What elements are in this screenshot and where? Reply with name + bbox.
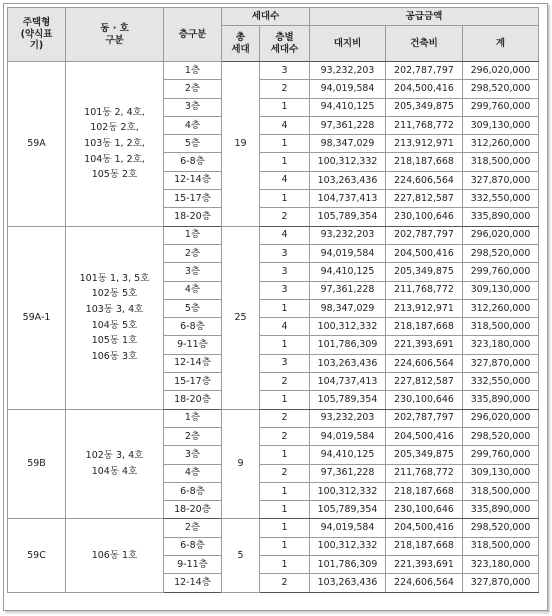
total-price-cell: 298,520,000 (463, 80, 539, 98)
header-total-price: 계 (463, 26, 539, 62)
building-price-cell: 218,187,668 (386, 318, 463, 336)
land-price-cell: 93,232,203 (310, 62, 386, 80)
floor-cell: 2층 (164, 244, 222, 262)
floor-cell: 5층 (164, 135, 222, 153)
header-building-price: 건축비 (386, 26, 463, 62)
land-price-cell: 98,347,029 (310, 135, 386, 153)
floor-cell: 6-8층 (164, 537, 222, 555)
floor-cell: 6-8층 (164, 318, 222, 336)
building-price-cell: 205,349,875 (386, 446, 463, 464)
building-price-cell: 230,100,646 (386, 208, 463, 226)
total-price-cell: 332,550,000 (463, 373, 539, 391)
total-price-cell: 299,760,000 (463, 263, 539, 281)
total-price-cell: 299,760,000 (463, 98, 539, 116)
table-row (8, 62, 539, 80)
table-body (8, 62, 539, 593)
floor-cell: 4층 (164, 281, 222, 299)
floor-households-cell: 3 (260, 354, 310, 372)
building-price-cell: 227,812,587 (386, 373, 463, 391)
floor-households-cell: 2 (260, 427, 310, 445)
floor-households-cell: 3 (260, 281, 310, 299)
floor-cell: 2층 (164, 427, 222, 445)
floor-households-cell: 3 (260, 244, 310, 262)
floor-households-cell: 1 (260, 98, 310, 116)
land-price-cell: 93,232,203 (310, 409, 386, 427)
total-price-cell: 332,550,000 (463, 190, 539, 208)
total-price-cell: 312,260,000 (463, 135, 539, 153)
building-price-cell: 205,349,875 (386, 98, 463, 116)
floor-households-cell: 3 (260, 263, 310, 281)
total-price-cell: 323,180,000 (463, 336, 539, 354)
land-price-cell: 100,312,332 (310, 153, 386, 171)
land-price-cell: 94,019,584 (310, 80, 386, 98)
floor-households-cell: 1 (260, 153, 310, 171)
building-price-cell: 218,187,668 (386, 153, 463, 171)
floor-cell: 2층 (164, 80, 222, 98)
floor-cell: 12-14층 (164, 171, 222, 189)
total-price-cell: 298,520,000 (463, 244, 539, 262)
land-price-cell: 103,263,436 (310, 574, 386, 592)
floor-households-cell: 1 (260, 519, 310, 537)
floor-households-cell: 1 (260, 135, 310, 153)
floor-households-cell: 2 (260, 574, 310, 592)
housing-type-cell: 59A-1 (8, 226, 66, 409)
total-price-cell: 309,130,000 (463, 281, 539, 299)
floor-cell: 18-20층 (164, 208, 222, 226)
supply-price-table (7, 7, 539, 593)
table-row (8, 409, 539, 427)
total-households-cell: 19 (222, 62, 260, 227)
land-price-cell: 97,361,228 (310, 116, 386, 134)
floor-households-cell: 2 (260, 80, 310, 98)
floor-households-cell: 1 (260, 391, 310, 409)
building-price-cell: 204,500,416 (386, 519, 463, 537)
land-price-cell: 105,789,354 (310, 501, 386, 519)
total-price-cell: 335,890,000 (463, 208, 539, 226)
building-price-cell: 221,393,691 (386, 556, 463, 574)
floor-households-cell: 2 (260, 464, 310, 482)
floor-households-cell: 1 (260, 501, 310, 519)
floor-households-cell: 1 (260, 482, 310, 500)
floor-cell: 18-20층 (164, 391, 222, 409)
floor-cell: 6-8층 (164, 153, 222, 171)
total-price-cell: 335,890,000 (463, 391, 539, 409)
floor-households-cell: 1 (260, 190, 310, 208)
land-price-cell: 103,263,436 (310, 354, 386, 372)
floor-cell: 12-14층 (164, 574, 222, 592)
building-price-cell: 230,100,646 (386, 391, 463, 409)
building-price-cell: 211,768,772 (386, 281, 463, 299)
land-price-cell: 100,312,332 (310, 537, 386, 555)
land-price-cell: 94,410,125 (310, 98, 386, 116)
floor-cell: 15-17층 (164, 190, 222, 208)
total-households-cell: 9 (222, 409, 260, 519)
land-price-cell: 94,410,125 (310, 446, 386, 464)
total-price-cell: 296,020,000 (463, 226, 539, 244)
floor-households-cell: 3 (260, 62, 310, 80)
land-price-cell: 100,312,332 (310, 482, 386, 500)
total-price-cell: 318,500,000 (463, 318, 539, 336)
total-price-cell: 296,020,000 (463, 62, 539, 80)
building-price-cell: 227,812,587 (386, 190, 463, 208)
unit-cell: 106동 1호 (66, 519, 164, 592)
floor-cell: 3층 (164, 263, 222, 281)
floor-cell: 15-17층 (164, 373, 222, 391)
floor-households-cell: 2 (260, 373, 310, 391)
building-price-cell: 204,500,416 (386, 80, 463, 98)
floor-households-cell: 4 (260, 116, 310, 134)
floor-cell: 12-14층 (164, 354, 222, 372)
total-price-cell: 323,180,000 (463, 556, 539, 574)
floor-cell: 4층 (164, 116, 222, 134)
building-price-cell: 202,787,797 (386, 409, 463, 427)
land-price-cell: 101,786,309 (310, 336, 386, 354)
floor-households-cell: 1 (260, 556, 310, 574)
floor-households-cell: 1 (260, 537, 310, 555)
land-price-cell: 93,232,203 (310, 226, 386, 244)
land-price-cell: 94,019,584 (310, 427, 386, 445)
floor-cell: 4층 (164, 464, 222, 482)
building-price-cell: 205,349,875 (386, 263, 463, 281)
total-price-cell: 312,260,000 (463, 299, 539, 317)
building-price-cell: 230,100,646 (386, 501, 463, 519)
floor-households-cell: 4 (260, 226, 310, 244)
land-price-cell: 97,361,228 (310, 464, 386, 482)
floor-cell: 3층 (164, 446, 222, 464)
land-price-cell: 97,361,228 (310, 281, 386, 299)
floor-cell: 2층 (164, 519, 222, 537)
land-price-cell: 100,312,332 (310, 318, 386, 336)
land-price-cell: 105,789,354 (310, 391, 386, 409)
land-price-cell: 104,737,413 (310, 190, 386, 208)
housing-type-cell: 59C (8, 519, 66, 592)
building-price-cell: 224,606,564 (386, 354, 463, 372)
building-price-cell: 202,787,797 (386, 62, 463, 80)
header-floor-households: 층별 세대수 (260, 26, 310, 62)
land-price-cell: 104,737,413 (310, 373, 386, 391)
table-row (8, 519, 539, 537)
header-households: 세대수 (222, 8, 310, 26)
total-price-cell: 327,870,000 (463, 354, 539, 372)
total-price-cell: 298,520,000 (463, 427, 539, 445)
floor-households-cell: 1 (260, 446, 310, 464)
land-price-cell: 105,789,354 (310, 208, 386, 226)
land-price-cell: 94,019,584 (310, 244, 386, 262)
header-floor: 층구분 (164, 8, 222, 62)
building-price-cell: 211,768,772 (386, 464, 463, 482)
total-price-cell: 318,500,000 (463, 537, 539, 555)
header-total-households: 총 세대 (222, 26, 260, 62)
floor-cell: 1층 (164, 409, 222, 427)
floor-cell: 9-11층 (164, 556, 222, 574)
building-price-cell: 204,500,416 (386, 244, 463, 262)
total-price-cell: 327,870,000 (463, 171, 539, 189)
land-price-cell: 101,786,309 (310, 556, 386, 574)
unit-cell: 101동 1, 3, 5호 102동 5호 103동 3, 4호 104동 5호 105동 1호 106동 3호 (66, 226, 164, 409)
housing-type-cell: 59B (8, 409, 66, 519)
land-price-cell: 98,347,029 (310, 299, 386, 317)
building-price-cell: 224,606,564 (386, 171, 463, 189)
building-price-cell: 204,500,416 (386, 427, 463, 445)
building-price-cell: 224,606,564 (386, 574, 463, 592)
floor-households-cell: 1 (260, 336, 310, 354)
table-header (8, 8, 539, 62)
floor-households-cell: 2 (260, 409, 310, 427)
header-housing-type: 주택형 (약식표 기) (8, 8, 66, 62)
unit-cell: 101동 2, 4호, 102동 2호, 103동 1, 2호, 104동 1, 2호, 105동 2호 (66, 62, 164, 227)
unit-cell: 102동 3, 4호 104동 4호 (66, 409, 164, 519)
total-price-cell: 309,130,000 (463, 116, 539, 134)
land-price-cell: 94,019,584 (310, 519, 386, 537)
building-price-cell: 211,768,772 (386, 116, 463, 134)
floor-households-cell: 2 (260, 208, 310, 226)
floor-households-cell: 1 (260, 299, 310, 317)
floor-cell: 1층 (164, 62, 222, 80)
housing-type-cell: 59A (8, 62, 66, 227)
header-supply-price: 공급금액 (310, 8, 539, 26)
building-price-cell: 213,912,971 (386, 299, 463, 317)
total-households-cell: 25 (222, 226, 260, 409)
building-price-cell: 221,393,691 (386, 336, 463, 354)
header-land-price: 대지비 (310, 26, 386, 62)
total-price-cell: 298,520,000 (463, 519, 539, 537)
total-households-cell: 5 (222, 519, 260, 592)
total-price-cell: 309,130,000 (463, 464, 539, 482)
total-price-cell: 335,890,000 (463, 501, 539, 519)
total-price-cell: 296,020,000 (463, 409, 539, 427)
floor-households-cell: 4 (260, 318, 310, 336)
land-price-cell: 94,410,125 (310, 263, 386, 281)
floor-households-cell: 4 (260, 171, 310, 189)
land-price-cell: 103,263,436 (310, 171, 386, 189)
building-price-cell: 218,187,668 (386, 482, 463, 500)
total-price-cell: 299,760,000 (463, 446, 539, 464)
total-price-cell: 318,500,000 (463, 153, 539, 171)
floor-cell: 5층 (164, 299, 222, 317)
floor-cell: 1층 (164, 226, 222, 244)
header-unit: 동 · 호 구분 (66, 8, 164, 62)
building-price-cell: 213,912,971 (386, 135, 463, 153)
floor-cell: 9-11층 (164, 336, 222, 354)
total-price-cell: 327,870,000 (463, 574, 539, 592)
building-price-cell: 202,787,797 (386, 226, 463, 244)
building-price-cell: 218,187,668 (386, 537, 463, 555)
floor-cell: 6-8층 (164, 482, 222, 500)
total-price-cell: 318,500,000 (463, 482, 539, 500)
table-row (8, 226, 539, 244)
floor-cell: 3층 (164, 98, 222, 116)
floor-cell: 18-20층 (164, 501, 222, 519)
